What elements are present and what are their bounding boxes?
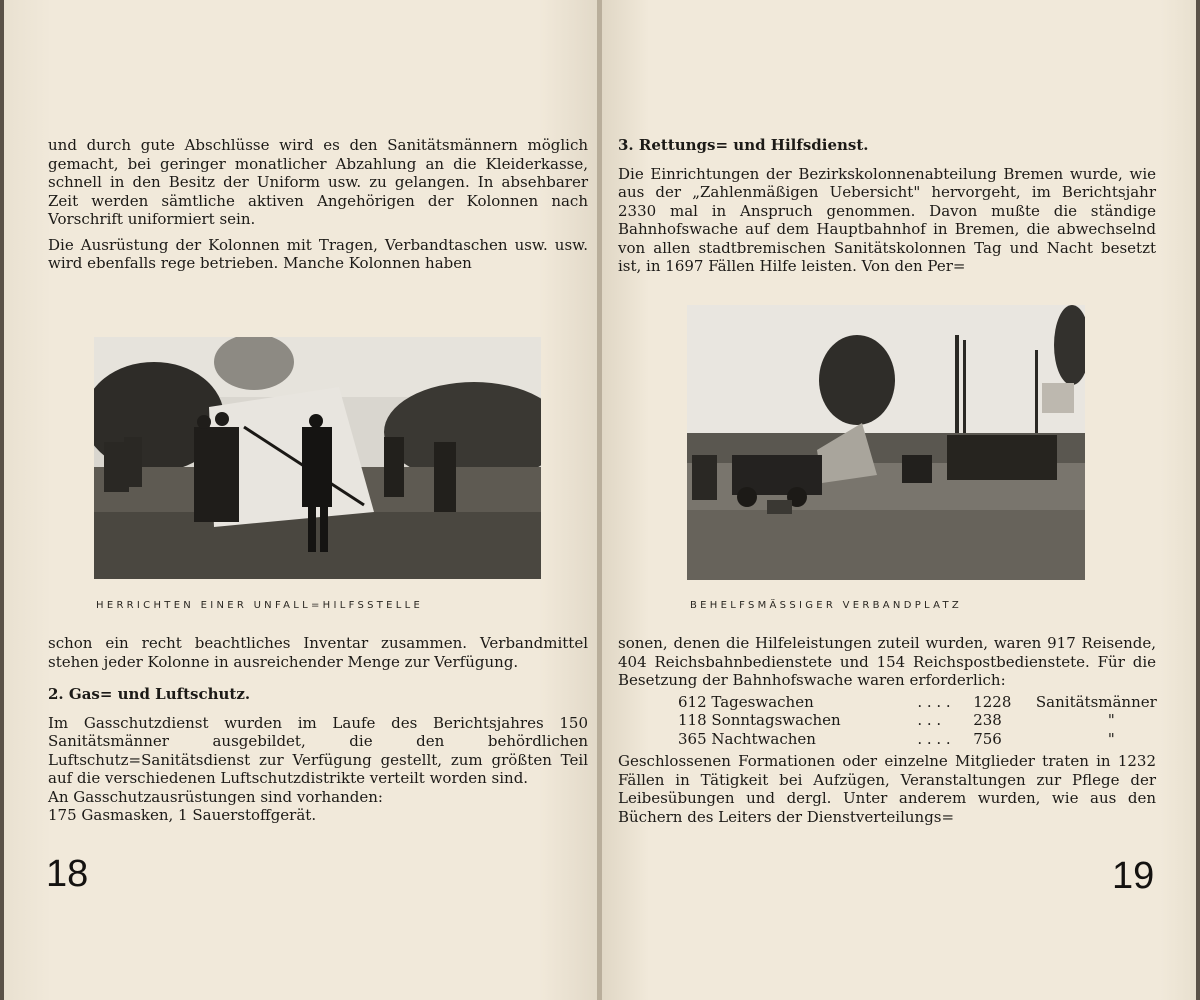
left-page [4, 0, 598, 1000]
shift-row [678, 711, 1200, 730]
right-section-heading: 3. Rettungs= und Hilfsdienst. [618, 136, 869, 154]
left-paragraph-4: Im Gasschutzdienst wurden im Laufe des Berichtsjahres 150 Sanitätsmänner ausgebildet, die den behördlichen Luftschutz=Sanitätsdienst zur Verfügung gestellt, zum größten Teil auf die verschiedenen Luftschutzdistrikte verteilt worden sind. [48, 713, 588, 787]
left-paragraph-5a: An Gasschutzausrüstungen sind vorhanden: [48, 787, 383, 806]
shift-count: 238 [973, 711, 1002, 729]
shift-unit: " [1107, 711, 1115, 729]
left-section-heading: 2. Gas= und Luftschutz. [48, 685, 251, 703]
right-upper-text [618, 136, 1156, 276]
shift-dots: . . . . [917, 692, 951, 711]
shift-dots: . . . . [917, 729, 951, 748]
right-paragraph-3: Geschlossenen Formationen oder einzelne Mitglieder traten in 1232 Fällen in Tätigkeit bei Aufzügen, Veranstaltungen zur Pflege der Leibesübungen und dergl. Unter anderem wurden, wie aus den Büchern des Leiters der Dienstverteilungs= [618, 752, 1156, 826]
right-paragraph-2: sonen, denen die Hilfeleistungen zuteil wurden, waren 917 Reisende, 404 Reichsbahnbedienstete und 154 Reichspostbedienstete. Für die Besetzung der Bahnhofswache waren erforderlich: [618, 634, 1156, 689]
shift-count: 1228 [973, 692, 1012, 711]
left-paragraph-3: schon ein recht beachtliches Inventar zusammen. Verbandmittel stehen jeder Kolonne in ausreichender Menge zur Verfügung. [48, 634, 588, 671]
shift-dots: . . . [917, 711, 942, 729]
photo-tent-scene [94, 337, 541, 579]
page-number-right: 19 [1112, 855, 1155, 897]
shift-count: 756 [973, 729, 1002, 748]
left-paragraph-5b: 175 Gasmasken, 1 Sauerstoffgerät. [48, 806, 317, 824]
photo-accident-aid-station [94, 337, 541, 579]
left-lower-text [48, 634, 588, 825]
left-paragraph-2: Die Ausrüstung der Kolonnen mit Tragen, Verbandtaschen usw. usw. wird ebenfalls rege betrieben. Manche Kolonnen haben [48, 235, 588, 272]
left-paragraph-1: und durch gute Abschlüsse wird es den Sanitätsmännern möglich gemacht, bei geringer monatlicher Abzahlung an die Kleiderkasse, schnell in den Besitz der Uniform usw. zu gelangen. In absehbarer Zeit werden sämtliche aktiven Angehörigen der Kolonnen nach Vorschrift uniformiert sein. [48, 136, 588, 228]
photo-makeshift-dressing-station [687, 305, 1085, 580]
page-number-left: 18 [46, 853, 89, 895]
shift-table [678, 693, 1200, 749]
photo-field-scene [687, 305, 1085, 580]
right-page [602, 0, 1196, 1000]
left-photo-caption: HERRICHTEN EINER UNFALL=HILFSSTELLE [96, 600, 424, 611]
shift-unit: Sanitätsmänner [1035, 692, 1157, 711]
shift-label: 612 Tageswachen [678, 692, 814, 711]
shift-row [678, 693, 1200, 712]
left-upper-text [48, 136, 588, 273]
shift-row [678, 730, 1200, 749]
right-photo-caption: BEHELFSMÄSSIGER VERBANDPLATZ [690, 600, 963, 611]
right-paragraph-1: Die Einrichtungen der Bezirkskolonnenabteilung Bremen wurde, wie aus der „Zahlenmäßigen Uebersicht" hervorgeht, im Berichtsjahr 2330 mal in Anspruch genommen. Davon mußte die ständige Bahnhofswache auf dem Hauptbahnhof in Bremen, die abwechselnd von allen stadtbremischen Sanitätskolonnen Tag und Nacht besetzt ist, in 1697 Fällen Hilfe leisten. Von den Per= [618, 164, 1156, 275]
right-lower-text [618, 634, 1156, 826]
shift-label: 365 Nachtwachen [678, 729, 816, 748]
shift-unit: " [1107, 729, 1115, 748]
shift-label: 118 Sonntagswachen [678, 711, 841, 729]
